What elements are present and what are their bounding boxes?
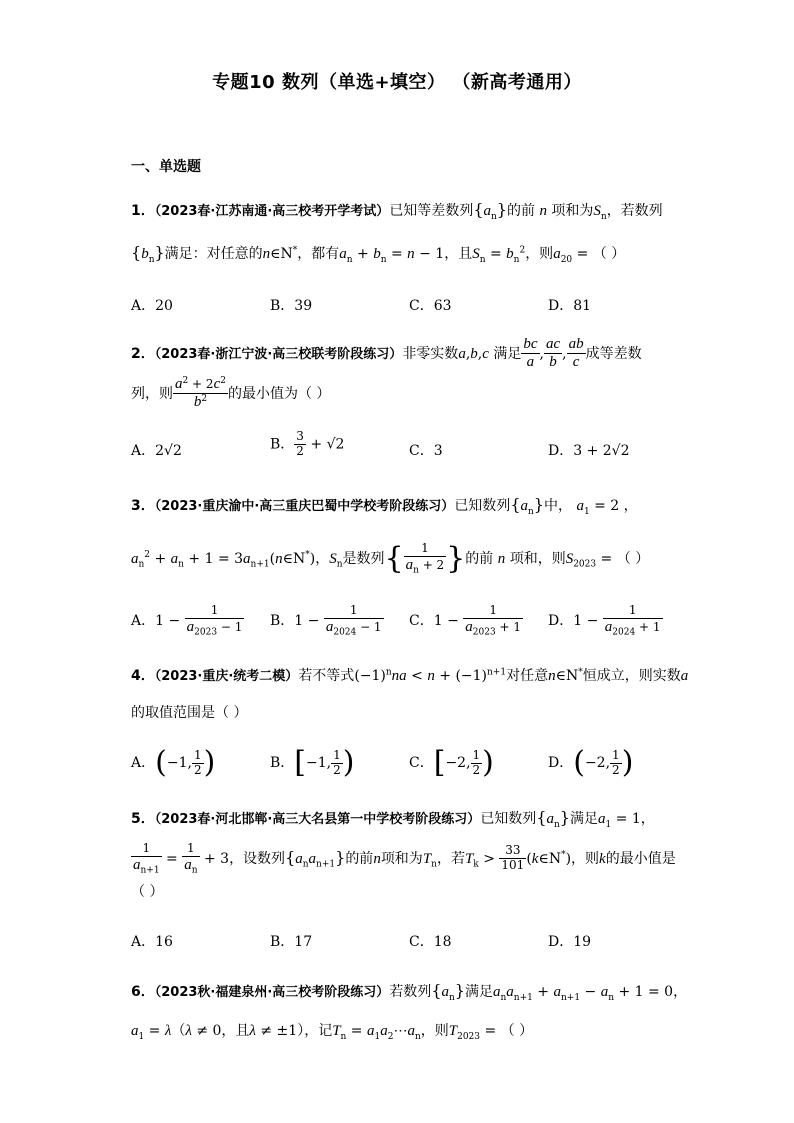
option-c[interactable]: C．[−2, $\frac{1}{2}$ ) bbox=[409, 745, 494, 780]
question-number: 6． bbox=[131, 984, 155, 1000]
question-source: （2023秋·福建泉州·高三校考阶段练习） bbox=[154, 985, 390, 1000]
question-1-line-2: $\{b_n\}$满足：对任意的n∈N*，都有$a_n + b_n = n - 1$，且$S_n = b_n^2$，则$a_{20}$ = （ ） bbox=[131, 243, 626, 265]
option-c[interactable]: C．63 bbox=[409, 298, 452, 314]
option-b[interactable]: B． $\frac{3}{2}$ + √2 bbox=[270, 429, 345, 458]
question-source: （2023·重庆渝中·高三重庆巴蜀中学校考阶段练习） bbox=[154, 499, 455, 514]
question-5-line-1: 5．（2023春·河北邯郸·高三大名县第一中学校考阶段练习）已知数列$\{a_n\}$满足$a_1 = 1$， bbox=[131, 808, 655, 830]
option-c[interactable]: C．1 − $\frac{1}{a_{2023} + 1}$ bbox=[409, 603, 521, 638]
question-6-line-2: $a_1 = \lambda(\lambda \ne 0$，且λ ≠ ±1），记$T_n$ = $a_1a_2\cdots a_n$，则$T_{2023}$ = （ ） bbox=[131, 1023, 534, 1042]
question-5-line-2: $\frac{1}{a_{n+1}}$ = $\frac{1}{a_n}$ + 3，设数列$\{a_na_{n+1}\}$的前n项和为$T_n$，若$T_k$ > $\frac{33}{101}$ (k∈N*)，则k的最小值是 bbox=[133, 841, 676, 876]
question-5-line-3: （ ） bbox=[131, 884, 164, 900]
question-number: 3． bbox=[131, 498, 155, 514]
question-1-line-1: 1．（2023春·江苏南通·高三校考开学考试）已知等差数列$\{a_n\}$的前 n 项和为$S_n$，若数列 bbox=[131, 200, 663, 222]
option-d[interactable]: D．3 + 2√2 bbox=[548, 443, 630, 459]
option-a[interactable]: A．(−1, $\frac{1}{2}$ ) bbox=[131, 745, 216, 780]
option-b[interactable]: B．1 − $\frac{1}{a_{2024} - 1}$ bbox=[270, 603, 382, 638]
option-b[interactable]: B．39 bbox=[270, 298, 313, 314]
question-source: （2023·重庆·统考二模） bbox=[154, 669, 299, 684]
question-source: （2023春·江苏南通·高三校考开学考试） bbox=[154, 204, 390, 219]
option-d[interactable]: D．81 bbox=[548, 298, 592, 314]
question-4-line-2: 的取值范围是（ ） bbox=[131, 705, 248, 721]
section-heading: 一、单选题 bbox=[131, 159, 201, 175]
question-number: 1． bbox=[131, 203, 155, 219]
option-d[interactable]: D．19 bbox=[548, 934, 592, 950]
option-a[interactable]: A．16 bbox=[131, 934, 173, 950]
option-a[interactable]: A．1 − $\frac{1}{a_{2023} - 1}$ bbox=[131, 603, 243, 638]
option-d[interactable]: D．1 − $\frac{1}{a_{2024} + 1}$ bbox=[548, 603, 661, 638]
question-3-line-1: 3．（2023·重庆渝中·高三重庆巴蜀中学校考阶段练习）已知数列$\{a_n\}$中， $a_1 = 2$ ， bbox=[131, 495, 638, 517]
question-2-line-1: 2．（2023春·浙江宁波·高三校联考阶段练习）非零实数a,b,c 满足 $\frac{bc}{a}$ , $\frac{ac}{b}$ , $\frac{ab}{c}$ 成等差数 bbox=[131, 336, 642, 371]
page-title: 专题10 数列（单选+填空） （新高考通用） bbox=[212, 72, 582, 93]
question-2-line-2: 列，则 $\frac{a^2 + 2c^2}{b^2}$ 的最小值为（ ） bbox=[131, 376, 331, 411]
option-b[interactable]: B．17 bbox=[270, 934, 313, 950]
question-4-line-1: 4．（2023·重庆·统考二模）若不等式$(-1)^nna < n + (-1)^{n+1}$对任意n∈N*恒成立，则实数a bbox=[131, 667, 689, 684]
question-number: 5． bbox=[131, 811, 155, 827]
option-b[interactable]: B．[−1, $\frac{1}{2}$ ) bbox=[270, 745, 355, 780]
question-6-line-1: 6．（2023秋·福建泉州·高三校考阶段练习）若数列$\{a_n\}$满足$a_na_{n+1} + a_{n+1} - a_n + 1 = 0$， bbox=[131, 981, 688, 1003]
question-source: （2023春·浙江宁波·高三校联考阶段练习） bbox=[154, 346, 403, 362]
question-source: （2023春·河北邯郸·高三大名县第一中学校考阶段练习） bbox=[154, 812, 481, 827]
question-number: 2． bbox=[131, 345, 155, 362]
option-c[interactable]: C．3 bbox=[409, 443, 443, 459]
question-3-line-2: $a_n^2 + a_n + 1$ = $3a_{n+1}(n\in N^*)$，$S_n$是数列{ $\frac{1}{a_n + 2}$ }的前 n 项和，则$S_{2023}$ = （ ） bbox=[131, 540, 650, 576]
option-a[interactable]: A．2√2 bbox=[131, 443, 182, 459]
option-c[interactable]: C．18 bbox=[409, 934, 452, 950]
option-d[interactable]: D．(−2, $\frac{1}{2}$ ) bbox=[548, 745, 634, 780]
option-a[interactable]: A．20 bbox=[131, 298, 173, 314]
question-number: 4． bbox=[131, 668, 155, 684]
